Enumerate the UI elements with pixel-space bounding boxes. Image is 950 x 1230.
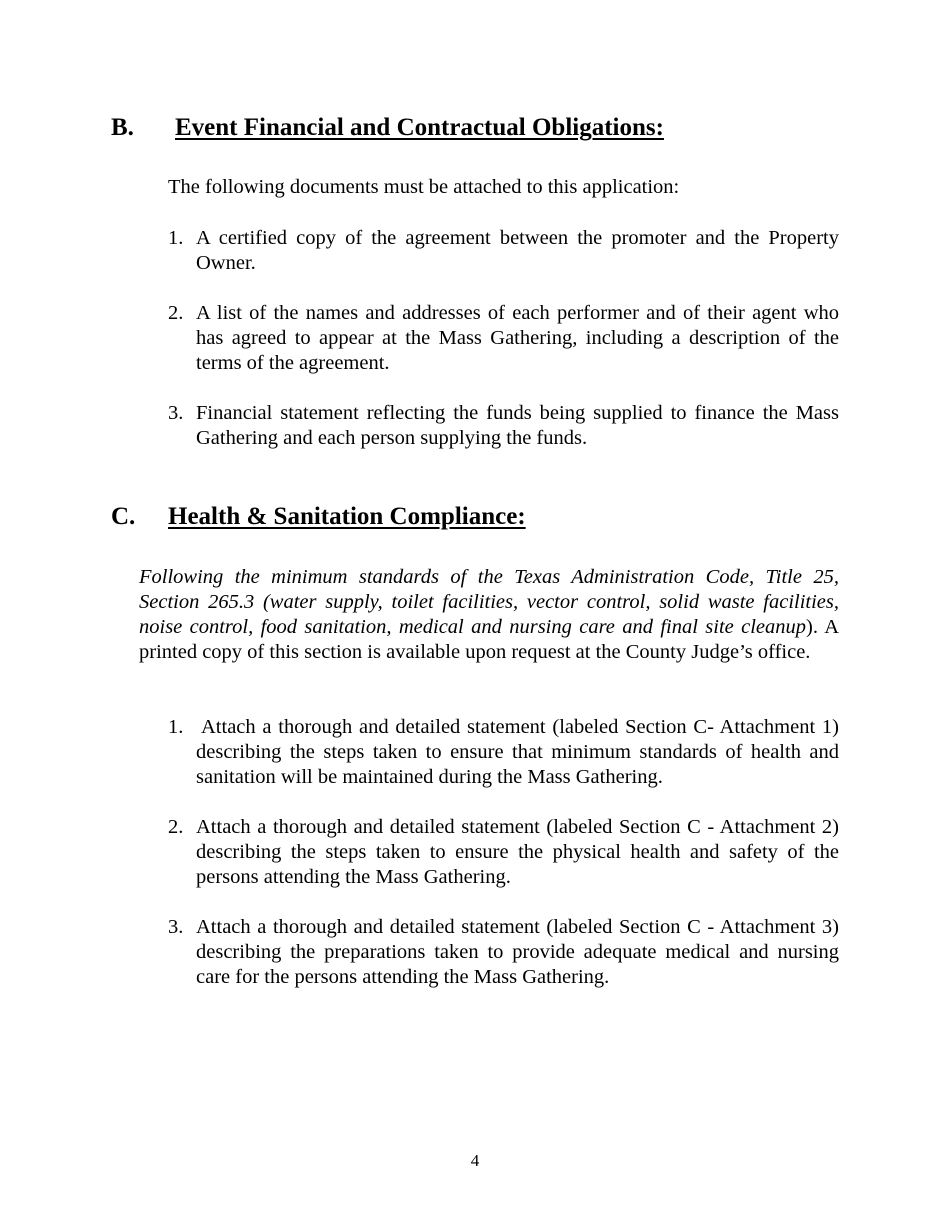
list-item [168, 915, 839, 990]
list-item-text: Attach a thorough and detailed statement (labeled Section C- Attachment 1) describing the steps taken to ensure that minimum standards of health and sanitation will be maintained during the Mass Gathering. [196, 716, 839, 788]
section-b-heading [111, 113, 664, 143]
list-item-text: Attach a thorough and detailed statement (labeled Section C - Attachment 3) describing the preparations taken to provide adequate medical and nursing care for the persons attending the Mass Gathering. [196, 916, 839, 988]
section-c-title: Health & Sanitation Compliance: [168, 503, 526, 530]
list-item-number: 2. [168, 302, 184, 324]
page-number: 4 [470, 1151, 480, 1170]
list-item [168, 226, 839, 276]
list-item [168, 715, 839, 790]
section-b-letter: B. [111, 114, 134, 141]
section-b-list [168, 226, 839, 451]
section-c-paragraph [139, 565, 839, 665]
section-c-letter: C. [111, 503, 136, 530]
list-item [168, 301, 839, 376]
list-item-number: 2. [168, 816, 184, 838]
section-b-intro: The following documents must be attached to this application: [168, 176, 680, 198]
list-item-text: Financial statement reflecting the funds being supplied to finance the Mass Gathering and each person supplying the funds. [196, 402, 839, 449]
list-item-text: A list of the names and addresses of each performer and of their agent who has agreed to appear at the Mass Gathering, including a description of the terms of the agreement. [196, 302, 839, 374]
list-item-text: Attach a thorough and detailed statement (labeled Section C - Attachment 2) describing the steps taken to ensure the physical health and safety of the persons attending the Mass Gathering. [196, 816, 839, 888]
list-item-text: A certified copy of the agreement between the promoter and the Property Owner. [196, 227, 839, 274]
list-item-number: 1. [168, 716, 184, 738]
section-c-paragraph-italic: Following the minimum standards of the Texas Administration Code, Title 25, Section 265.3 (water supply, toilet facilities, vector control, solid waste facilities, noise control, food sanitation, medical and nursing care and final site cleanup [139, 566, 839, 638]
list-item [168, 401, 839, 451]
section-b-title: Event Financial and Contractual Obligations: [175, 114, 664, 141]
list-item-number: 1. [168, 227, 184, 249]
list-item-number: 3. [168, 916, 184, 938]
list-item-number: 3. [168, 402, 184, 424]
section-c-heading [111, 502, 526, 532]
section-c-list [168, 715, 839, 1015]
list-item [168, 815, 839, 890]
section-c-paragraph-rest: ). A printed copy of this section is available upon request at the County Judge’s office. [139, 616, 840, 663]
